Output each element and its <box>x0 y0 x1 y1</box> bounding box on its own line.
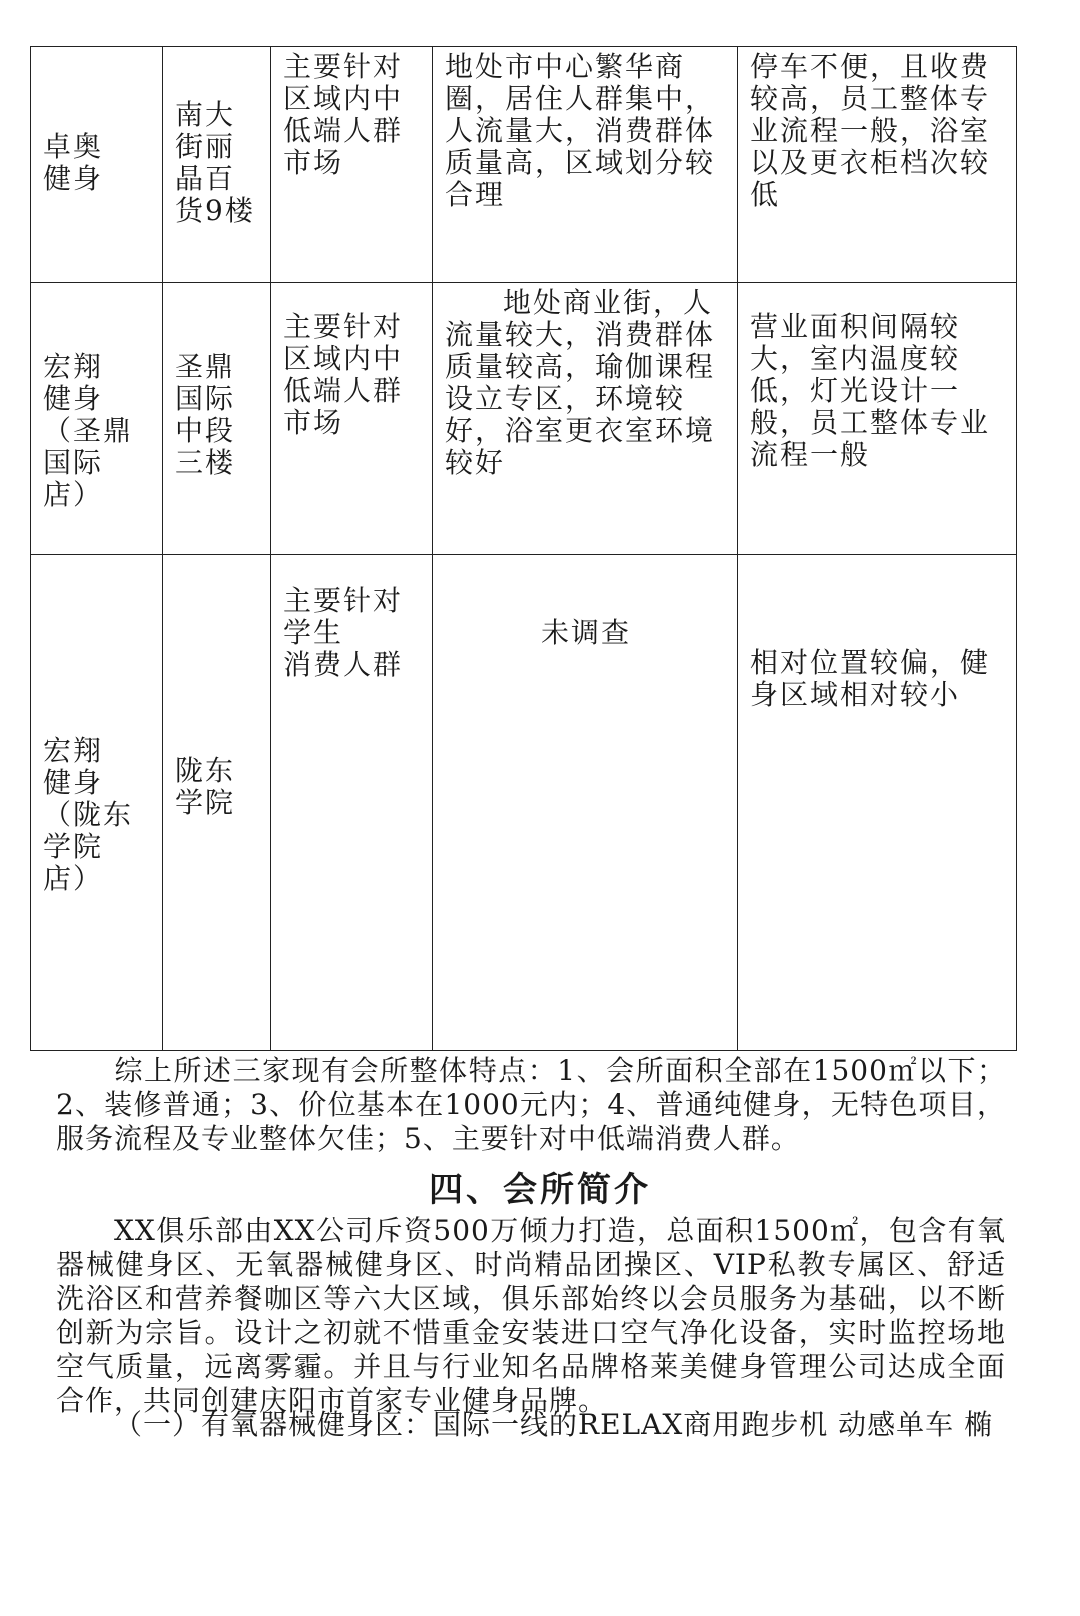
table-row <box>31 283 1017 555</box>
table-row <box>31 47 1017 283</box>
address-cell <box>163 555 271 1051</box>
summary-paragraph <box>56 1054 1006 1156</box>
gym-advantages <box>433 283 737 479</box>
gym-name-cell <box>31 283 163 555</box>
gym-address: 陇东 学院 <box>175 754 236 819</box>
target-cell <box>271 555 433 1051</box>
gym-target: 主要针对 学生 消费人群 <box>283 584 404 681</box>
gym-name: 宏翔 健身 （圣鼎 国际 店） <box>43 350 134 511</box>
gym-name: 宏翔 健身 （陇东 学院 店） <box>43 734 134 895</box>
intro-text: XX俱乐部由XX公司斥资500万倾力打造，总面积1500㎡，包含有氧器械健身区、无氧器械健身区、时尚精品团操区、VIP私教专属区、舒适洗浴区和营养餐咖区等六大区域，俱乐部始终以会员服务为基础，以不断创新为宗旨。设计之初就不惜重金安装进口空气净化设备，实时监控场地空气质量，远离雾霾。并且与行业知名品牌格莱美健身管理公司达成全面合作，共同创建庆阳市首家专业健身品牌。 <box>56 1214 1006 1417</box>
gym-address: 圣鼎 国际 中段 三楼 <box>175 350 236 479</box>
subsection-text: （一）有氧器械健身区：国际一线的RELAX商用跑步机 动感单车 椭 <box>114 1408 994 1441</box>
gym-disadvantages: 停车不便，且收费 较高，员工整体专 业流程一般，浴室 以及更衣柜档次较 低 <box>750 50 991 211</box>
section-title: 四、会所简介 <box>429 1170 651 1210</box>
gym-target: 主要针对 区域内中 低端人群 市场 <box>283 50 404 179</box>
gym-advantages: 地处市中心繁华商 圈，居住人群集中， 人流量大，消费群体 质量高，区域划分较 合理 <box>445 50 716 211</box>
disadvantages-cell <box>738 47 1017 283</box>
gym-advantages: 未调查 <box>540 616 631 649</box>
gym-disadvantages: 营业面积间隔较 大，室内温度较 低，灯光设计一 般，员工整体专业 流程一般 <box>750 310 991 471</box>
gym-advantages-text: 地处商业街，人 流量较大，消费群体 质量较高，瑜伽课程 设立专区，环境较 好，浴室更衣室环境 较好 <box>445 286 716 479</box>
address-cell <box>163 47 271 283</box>
target-cell <box>271 283 433 555</box>
intro-paragraph <box>56 1214 1006 1418</box>
advantages-cell <box>433 555 738 1051</box>
advantages-cell <box>433 283 738 555</box>
disadvantages-cell <box>738 555 1017 1051</box>
competitor-table <box>30 46 1017 1051</box>
advantages-cell <box>433 47 738 283</box>
address-cell <box>163 283 271 555</box>
disadvantages-cell <box>738 283 1017 555</box>
gym-address: 南大 街丽 晶百 货9楼 <box>175 98 255 227</box>
summary-text: 综上所述三家现有会所整体特点：1、会所面积全部在1500㎡以下；2、装修普通；3、价位基本在1000元内；4、普通纯健身，无特色项目，服务流程及专业整体欠佳；5、主要针对中低端消费人群。 <box>56 1054 1006 1155</box>
gym-target: 主要针对 区域内中 低端人群 市场 <box>283 310 404 439</box>
table-row <box>31 555 1017 1051</box>
gym-name-cell <box>31 555 163 1051</box>
gym-name: 卓奥 健身 <box>43 130 104 195</box>
target-cell <box>271 47 433 283</box>
gym-name-cell <box>31 47 163 283</box>
gym-disadvantages: 相对位置较偏，健 身区域相对较小 <box>750 646 991 711</box>
subsection-heading <box>56 1408 1006 1442</box>
